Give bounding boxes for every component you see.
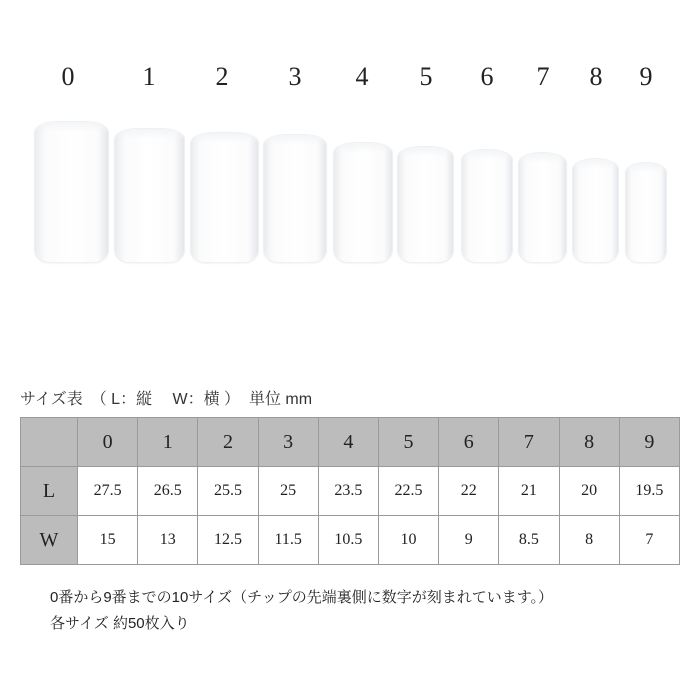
table-cell: 10 (378, 516, 438, 565)
size-number-8: 8 (589, 62, 603, 91)
table-cell: 25 (258, 467, 318, 516)
table-cell: 22 (439, 467, 499, 516)
nail-tip-9-image (626, 163, 666, 262)
table-cell: 22.5 (378, 467, 438, 516)
table-cell: 12.5 (198, 516, 258, 565)
size-table-header-cell: 3 (258, 418, 318, 467)
table-cell: 13 (138, 516, 198, 565)
size-number-4: 4 (355, 62, 369, 91)
table-cell: 19.5 (619, 467, 679, 516)
row-label-width: W (21, 516, 78, 565)
table-cell: 26.5 (138, 467, 198, 516)
size-table-header-row (21, 418, 680, 467)
nail-tip-3-image (264, 135, 326, 262)
table-cell: 21 (499, 467, 559, 516)
nail-tip-0-image (35, 122, 108, 262)
size-table-row-width (21, 516, 680, 565)
table-cell: 8.5 (499, 516, 559, 565)
nail-tip-2-image (191, 133, 258, 262)
row-label-length: L (21, 467, 78, 516)
nail-tip-4-image (334, 143, 392, 262)
table-cell: 8 (559, 516, 619, 565)
table-cell: 23.5 (318, 467, 378, 516)
size-number-5: 5 (419, 62, 433, 91)
size-table-header-cell: 1 (138, 418, 198, 467)
size-number-6: 6 (480, 62, 494, 91)
size-table-header-cell: 5 (378, 418, 438, 467)
size-table-header-cell: 0 (78, 418, 138, 467)
table-cell: 11.5 (258, 516, 318, 565)
size-table-header-cell: 8 (559, 418, 619, 467)
size-table-header-cell: 2 (198, 418, 258, 467)
nail-tip-1-image (115, 129, 184, 262)
size-table-corner-cell (21, 418, 78, 467)
size-number-7: 7 (536, 62, 550, 91)
size-number-9: 9 (639, 62, 653, 91)
size-table-header-cell: 6 (439, 418, 499, 467)
table-cell: 10.5 (318, 516, 378, 565)
size-number-0: 0 (61, 62, 75, 91)
note-sizes: 0番から9番までの10サイズ（チップの先端裏側に数字が刻まれています。） (50, 589, 554, 606)
nail-tip-8-image (573, 159, 618, 262)
size-table (20, 417, 680, 565)
nail-tip-6-image (462, 150, 512, 262)
note-quantity: 各サイズ 約50枚入り (50, 615, 190, 632)
size-number-2: 2 (215, 62, 229, 91)
table-cell: 27.5 (78, 467, 138, 516)
size-table-row-length (21, 467, 680, 516)
nail-tip-7-image (519, 153, 566, 262)
table-cell: 7 (619, 516, 679, 565)
nail-tip-5-image (398, 147, 453, 262)
size-table-caption: サイズ表 （ L：縦 W：横 ） 単位 mm (20, 391, 313, 408)
size-number-3: 3 (288, 62, 302, 91)
table-cell: 20 (559, 467, 619, 516)
size-number-1: 1 (142, 62, 156, 91)
size-table-header-cell: 9 (619, 418, 679, 467)
table-cell: 9 (439, 516, 499, 565)
size-table-header-cell: 7 (499, 418, 559, 467)
size-number-row (0, 62, 700, 102)
table-cell: 15 (78, 516, 138, 565)
table-cell: 25.5 (198, 467, 258, 516)
size-table-header-cell: 4 (318, 418, 378, 467)
